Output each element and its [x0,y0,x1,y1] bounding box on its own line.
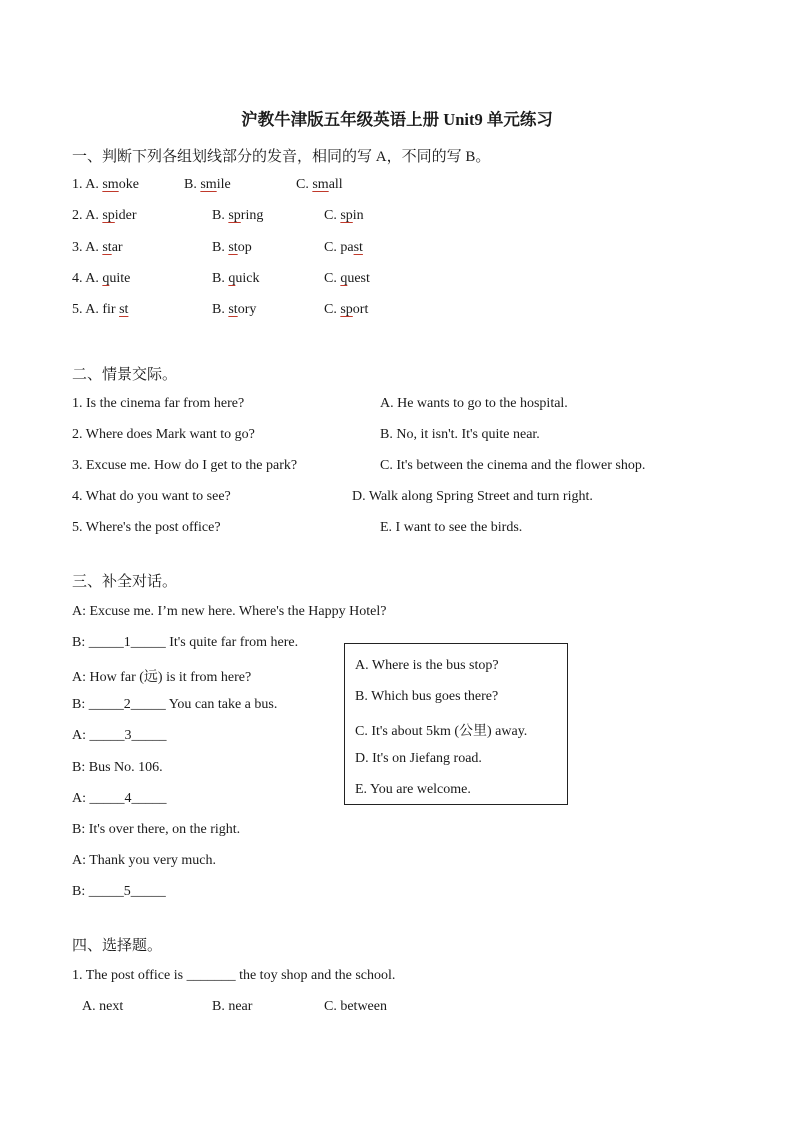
s1-row-3-b: B. stop [212,240,252,255]
s1-word-2-c: spin [340,208,364,223]
option-d: D. It's on Jiefang road. [355,751,482,766]
s1-word-2-a: spider [102,208,137,223]
dialog-line-1: A: Excuse me. I’m new here. Where's the Happy Hotel? [72,604,387,619]
section1-heading: 一、判断下列各组划线部分的发音，相同的写 A，不同的写 B。 [72,149,491,165]
s1-word-3-a: star [102,240,123,255]
s2-question-5: 5. Where's the post office? [72,520,221,535]
s4-choice-b: B. near [212,999,253,1014]
s2-answer-c: C. It's between the cinema and the flower shop. [380,458,646,473]
s1-word-1-c: small [312,177,343,192]
option-c: C. It's about 5km (公里) away. [355,724,528,739]
s2-answer-a: A. He wants to go to the hospital. [380,396,568,411]
dialog-line-9: A: Thank you very much. [72,853,216,868]
s1-row-2-b: B. spring [212,208,264,223]
s1-word-4-b: quick [228,271,260,286]
s1-word-4-a: quite [102,271,131,286]
s1-row-4-c: C. quest [324,271,370,286]
s4-question-1: 1. The post office is _______ the toy shop and the school. [72,968,396,983]
s1-row-5-b: B. story [212,302,257,317]
dialog-line-5: A: _____3_____ [72,728,167,743]
s1-row-1-b: B. smile [184,177,231,192]
section3-heading: 三、补全对话。 [72,574,178,590]
s4-choice-c: C. between [324,999,387,1014]
s1-row-2-a: 2. A. spider [72,208,137,223]
s1-word-1-b: smile [200,177,231,192]
s2-question-1: 1. Is the cinema far from here? [72,396,245,411]
s1-row-3-a: 3. A. star [72,240,123,255]
dialog-line-8: B: It's over there, on the right. [72,822,241,837]
s2-question-3: 3. Excuse me. How do I get to the park? [72,458,298,473]
s1-row-3-c: C. past [324,240,363,255]
s1-row-1-a: 1. A. smoke [72,177,139,192]
s1-row-5-c: C. sport [324,302,369,317]
s2-question-2: 2. Where does Mark want to go? [72,427,255,442]
s1-word-5-b: story [228,302,257,317]
dialog-line-3: A: How far (远) is it from here? [72,670,252,685]
s4-choice-a: A. next [82,999,124,1014]
s1-row-4-b: B. quick [212,271,260,286]
s1-row-5-a: 5. A. fir st [72,302,129,317]
s2-answer-e: E. I want to see the birds. [380,520,523,535]
s1-row-4-a: 4. A. quite [72,271,131,286]
s1-word-5-a: fir st [102,302,129,317]
dialog-line-10: B: _____5_____ [72,884,166,899]
options-box [344,643,568,805]
section2-heading: 二、情景交际。 [72,367,178,383]
s1-word-2-b: spring [228,208,264,223]
s1-word-5-c: sport [340,302,369,317]
option-a: A. Where is the bus stop? [355,658,499,673]
dialog-line-4: B: _____2_____ You can take a bus. [72,697,278,712]
dialog-line-2: B: _____1_____ It's quite far from here. [72,635,299,650]
s1-word-3-c: past [340,240,363,255]
s1-word-1-a: smoke [102,177,139,192]
dialog-line-7: A: _____4_____ [72,791,167,806]
option-e: E. You are welcome. [355,782,471,797]
s1-word-3-b: stop [228,240,252,255]
section4-heading: 四、选择题。 [72,938,163,954]
s1-word-4-c: quest [340,271,370,286]
s1-row-2-c: C. spin [324,208,364,223]
dialog-line-6: B: Bus No. 106. [72,760,163,775]
s2-question-4: 4. What do you want to see? [72,489,231,504]
s2-answer-b: B. No, it isn't. It's quite near. [380,427,540,442]
page-title: 沪教牛津版五年级英语上册 Unit9 单元练习 [241,110,553,129]
s1-row-1-c: C. small [296,177,343,192]
s2-answer-d: D. Walk along Spring Street and turn right. [352,489,593,504]
option-b: B. Which bus goes there? [355,689,499,704]
